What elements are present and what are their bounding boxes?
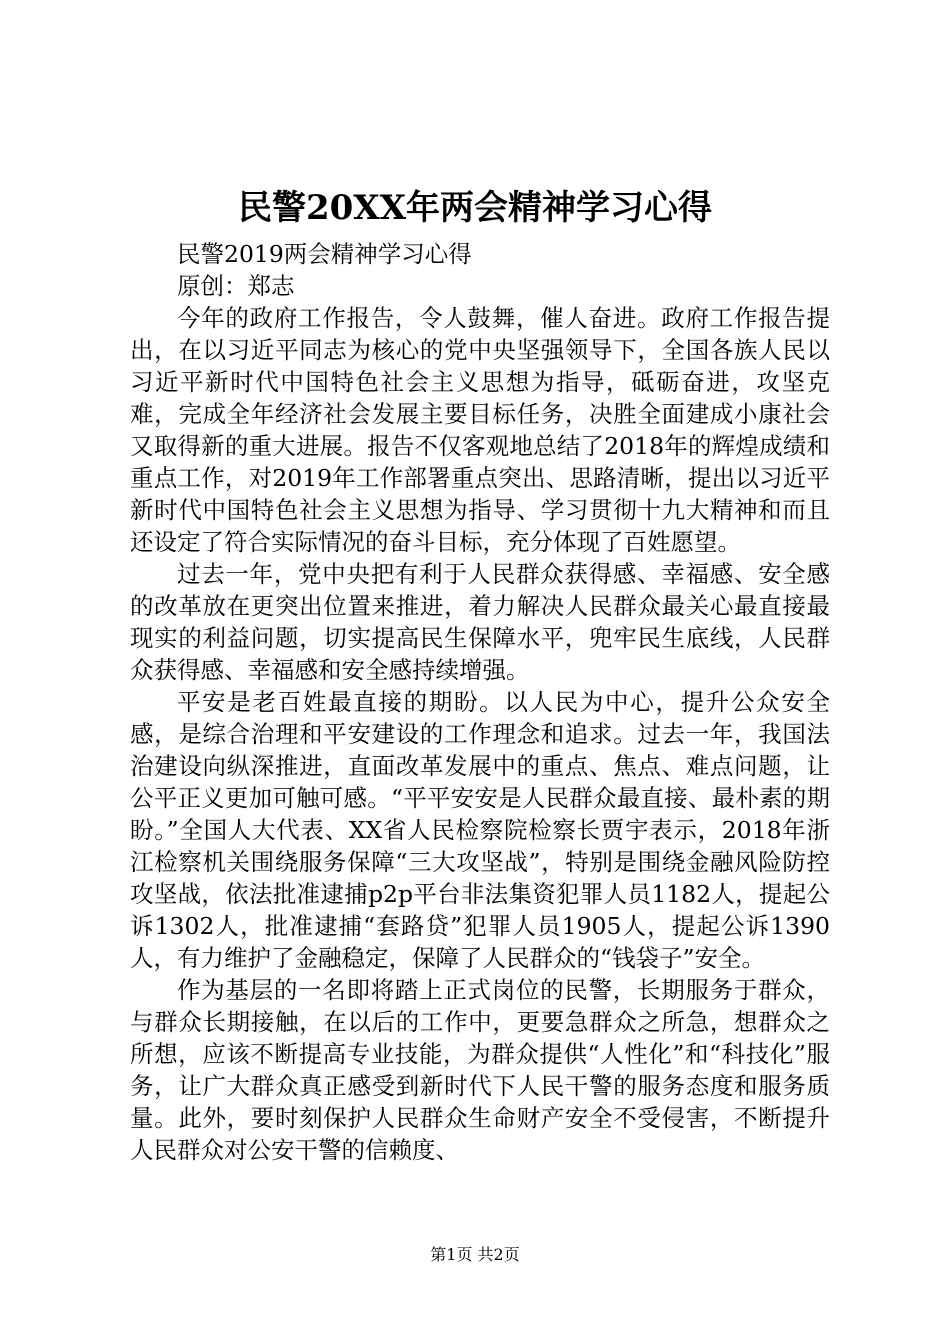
page-footer: 第1页 共2页 — [430, 1245, 520, 1264]
paragraph-1: 今年的政府工作报告，令人鼓舞，催人奋进。政府工作报告提出，在以习近平同志为核心的党中央坚强领导下，全国各族人民以习近平新时代中国特色社会主义思想为指导，砥砺奋进，攻坚克难，完成全年经济社会发展主要目标任务，决胜全面建成小康社会又取得新的重大进展。报告不仅客观地总结了2018年的辉煌成绩和重点工作，对2019年工作部署重点突出、思路清晰，提出以习近平新时代中国特色社会主义思想为指导、学习贯彻十九大精神和而且还设定了符合实际情况的奋斗目标，充分体现了百姓愿望。 — [130, 304, 830, 556]
paragraph-3: 平安是老百姓最直接的期盼。以人民为中心，提升公众安全感，是综合治理和平安建设的工作理念和追求。过去一年，我国法治建设向纵深推进，直面改革发展中的重点、焦点、难点问题，让公平正义更加可触可感。“平平安安是人民群众最直接、最朴素的期盼。”全国人大代表、XX省人民检察院检察长贾宇表示，2018年浙江检察机关围绕服务保障“三大攻坚战”，特别是围绕金融风险防控攻坚战，依法批准逮捕p2p平台非法集资犯罪人员1182人，提起公诉1302人，批准逮捕“套路贷”犯罪人员1905人，提起公诉1390人，有力维护了金融稳定，保障了人民群众的“钱袋子”安全。 — [130, 688, 830, 972]
paragraph-4: 作为基层的一名即将踏上正式岗位的民警，长期服务于群众，与群众长期接触，在以后的工作中，更要急群众之所急，想群众之所想，应该不断提高专业技能，为群众提供“人性化”和“科技化”服务，让广大群众真正感受到新时代下人民干警的服务态度和服务质量。此外，要时刻保护人民群众生命财产安全不受侵害，不断提升人民群众对公安干警的信赖度、 — [130, 976, 830, 1164]
paragraph-2: 过去一年，党中央把有利于人民群众获得感、幸福感、安全感的改革放在更突出位置来推进，着力解决人民群众最关心最直接最现实的利益问题，切实提高民生保障水平，兜牢民生底线，人民群众获得感、幸福感和安全感持续增强。 — [130, 560, 830, 684]
author-line: 原创：郑志 — [177, 272, 295, 300]
document-body — [130, 238, 830, 1166]
document-subtitle: 民警2019两会精神学习心得 — [177, 240, 472, 268]
document-title: 民警20XX年两会精神学习心得 — [237, 188, 713, 228]
